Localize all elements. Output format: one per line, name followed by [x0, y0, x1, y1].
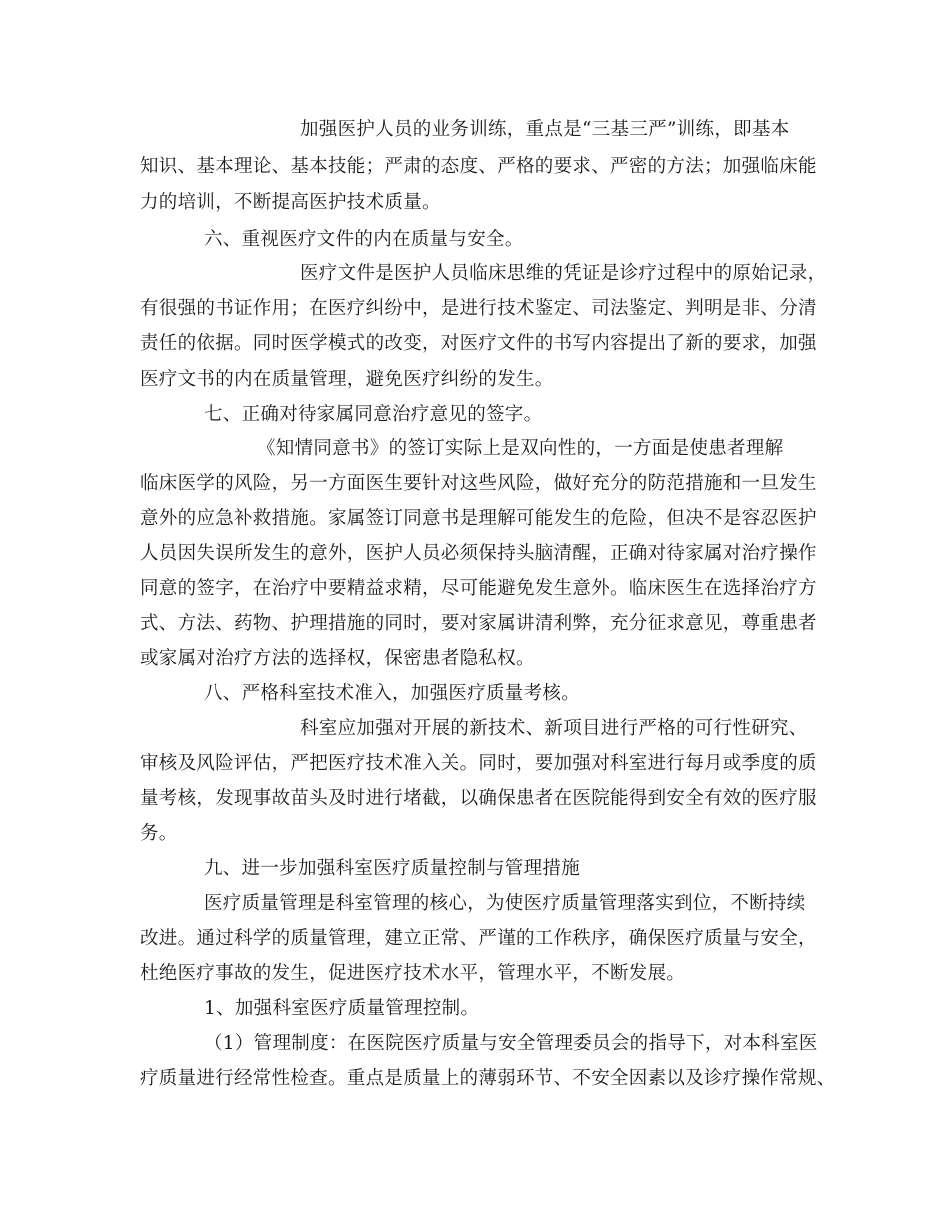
- text-line: 力的培训，不断提高医护技术质量。: [140, 192, 441, 213]
- text-line: 同意的签字，在治疗中要精益求精，尽可能避免发生意外。临床医生在选择治疗方: [140, 578, 817, 599]
- section-heading: 九、进一步加强科室医疗质量控制与管理措施: [204, 858, 581, 879]
- text-line: 量考核，发现事故苗头及时进行堵截，以确保患者在医院能得到安全有效的医疗服: [140, 788, 817, 809]
- text-line: 临床医学的风险，另一方面医生要针对这些风险，做好充分的防范措施和一旦发生: [140, 473, 817, 494]
- text-line: 责任的依据。同时医学模式的改变，对医疗文件的书写内容提出了新的要求，加强: [140, 333, 817, 354]
- text-line: 加强医护人员的业务训练，重点是“三基三严”训练，即基本: [300, 119, 790, 140]
- text-line: 式、方法、药物、护理措施的同时，要对家属讲清利弊，充分征求意见，尊重患者: [140, 613, 817, 634]
- section-heading: 八、严格科室技术准入，加强医疗质量考核。: [204, 683, 581, 704]
- subsection-heading: 1、加强科室医疗质量管理控制。: [204, 998, 480, 1019]
- text-line: 意外的应急补救措施。家属签订同意书是理解可能发生的危险，但决不是容忍医护: [140, 508, 817, 529]
- text-line: 医疗质量管理是科室管理的核心，为使医疗质量管理落实到位，不断持续: [204, 893, 806, 914]
- text-line: 《知情同意书》的签订实际上是双向性的，一方面是使患者理解: [257, 438, 784, 459]
- section-heading: 七、正确对待家属同意治疗意见的签字。: [204, 404, 543, 425]
- text-line: 务。: [140, 823, 178, 844]
- text-line: 科室应加强对开展的新技术、新项目进行严格的可行性研究、: [300, 718, 808, 739]
- text-line: 医疗文书的内在质量管理，避免医疗纠纷的发生。: [140, 369, 554, 390]
- text-line: 知识、基本理论、基本技能；严肃的态度、严格的要求、严密的方法；加强临床能: [140, 156, 817, 177]
- section-heading: 六、重视医疗文件的内在质量与安全。: [204, 229, 524, 250]
- text-line: 医疗文件是医护人员临床思维的凭证是诊疗过程中的原始记录，: [300, 263, 827, 284]
- text-line: 杜绝医疗事故的发生，促进医疗技术水平，管理水平，不断发展。: [140, 963, 686, 984]
- text-line: 有很强的书证作用；在医疗纠纷中，是进行技术鉴定、司法鉴定、判明是非、分清: [140, 298, 817, 319]
- text-line: 疗质量进行经常性检查。重点是质量上的薄弱环节、不安全因素以及诊疗操作常规、: [140, 1068, 836, 1089]
- text-line: 人员因失误所发生的意外，医护人员必须保持头脑清醒，正确对待家属对治疗操作: [140, 543, 817, 564]
- text-line: （1）管理制度：在医院医疗质量与安全管理委员会的指导下，对本科室医: [204, 1033, 818, 1054]
- text-line: 审核及风险评估，严把医疗技术准入关。同时，要加强对科室进行每月或季度的质: [140, 753, 817, 774]
- text-line: 或家属对治疗方法的选择权，保密患者隐私权。: [140, 648, 535, 669]
- text-line: 改进。通过科学的质量管理，建立正常、严谨的工作秩序，确保医疗质量与安全，: [140, 928, 817, 949]
